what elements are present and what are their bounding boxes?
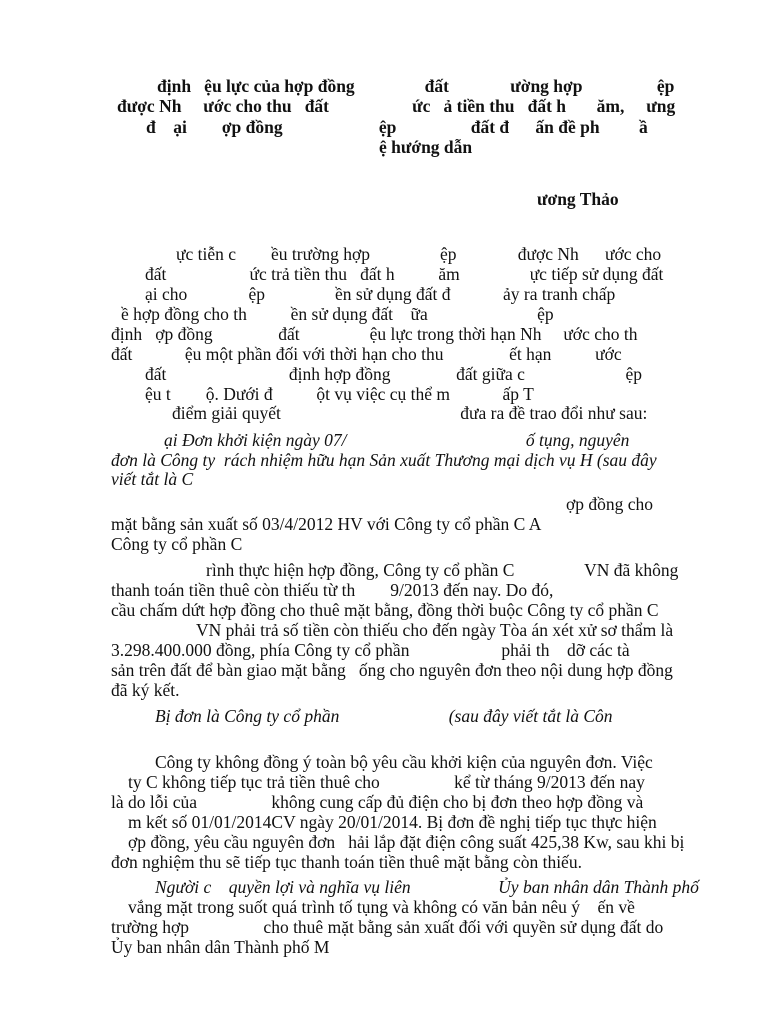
text-line: m kết số 01/01/2014CV ngày 20/01/2014. Bị đơn đề nghị tiếp tục thực hiện — [128, 812, 657, 832]
title-line: đ ại ợp đồng ệp đất đ ấn đề ph ầ — [146, 117, 648, 137]
text-line: ty C không tiếp tục trả tiền thuê cho kể từ tháng 9/2013 đến nay — [128, 772, 645, 792]
text-line: rình thực hiện hợp đồng, Công ty cổ phần C VN đã không — [206, 560, 679, 580]
text-line: điểm giải quyết đưa ra đề trao đổi như sau: — [172, 403, 648, 423]
text-line: là do lỗi của không cung cấp đủ điện cho bị đơn theo hợp đồng và — [111, 792, 644, 812]
text-line: mặt bằng sản xuất số 03/4/2012 HV với Công ty cổ phần C A — [111, 514, 542, 534]
text-line: trường hợp cho thuê mặt bằng sản xuất đối với quyền sử dụng đất do — [111, 917, 664, 937]
title-line: định ệu lực của hợp đồng đất ường hợp ệp — [157, 76, 675, 96]
text-line: Ủy ban nhân dân Thành phố M — [111, 937, 330, 957]
text-line: Công ty không đồng ý toàn bộ yêu cầu khởi kiện của nguyên đơn. Việc — [155, 752, 653, 772]
title-line: được Nh ước cho thu đất ức ả tiền thu đất h ăm, ưng — [117, 96, 676, 116]
text-line: 3.298.400.000 đồng, phía Công ty cổ phần phải th dỡ các tà — [111, 640, 630, 660]
related-party-heading: Người c quyền lợi và nghĩa vụ liên Ủy ban nhân dân Thành phố — [155, 877, 699, 897]
text-line: đơn là Công ty rách nhiệm hữu hạn Sản xuất Thương mại dịch vụ H (sau đây — [111, 450, 657, 470]
text-line: cầu chấm dứt hợp đồng cho thuê mặt bằng, đồng thời buộc Công ty cổ phần C — [111, 600, 659, 620]
author-name: ương Thảo — [537, 189, 619, 209]
text-line: ại cho ệp ền sử dụng đất đ ảy ra tranh chấp — [145, 284, 616, 304]
defendant-heading: Bị đơn là Công ty cổ phần (sau đây viết tắt là Côn — [155, 706, 613, 726]
text-line: định ợp đồng đất ệu lực trong thời hạn Nh ước cho th — [111, 324, 638, 344]
text-line: viết tắt là C — [111, 469, 194, 489]
text-line: VN phải trả số tiền còn thiếu cho đến ngày Tòa án xét xử sơ thẩm là — [196, 620, 674, 640]
text-line: đất ức trả tiền thu đất h ăm ực tiếp sử dụng đất — [145, 264, 664, 284]
text-line: ực tiễn c ều trường hợp ệp được Nh ước cho — [176, 244, 662, 264]
text-line: sản trên đất để bàn giao mặt bằng ống cho nguyên đơn theo nội dung hợp đồng — [111, 660, 673, 680]
text-line: đơn nghiệm thu sẽ tiếp tục thanh toán tiền thuê mặt bằng còn thiếu. — [111, 852, 582, 872]
text-line: ại Đơn khởi kiện ngày 07/ ố tụng, nguyên — [164, 430, 630, 450]
text-line: ề hợp đồng cho th ền sử dụng đất ữa ệp — [121, 304, 554, 324]
text-line: đã ký kết. — [111, 680, 180, 700]
text-line: đất ệu một phần đối với thời hạn cho thu ết hạn ước — [111, 344, 622, 364]
text-line: ợp đồng, yêu cầu nguyên đơn hải lắp đặt điện công suất 425,38 Kw, sau khi bị — [128, 832, 685, 852]
text-line: Công ty cổ phần C — [111, 534, 243, 554]
text-line: vắng mặt trong suốt quá trình tố tụng và không có văn bản nêu ý ến về — [128, 897, 635, 917]
text-line: đất định hợp đồng đất giữa c ệp — [145, 364, 643, 384]
text-line: ợp đồng cho — [566, 494, 654, 514]
title-line: ệ hướng dẫn — [379, 137, 473, 157]
text-line: thanh toán tiền thuê còn thiếu từ th 9/2013 đến nay. Do đó, — [111, 580, 554, 600]
text-line: ệu t ộ. Dưới đ ột vụ việc cụ thể m ấp T — [145, 384, 534, 404]
